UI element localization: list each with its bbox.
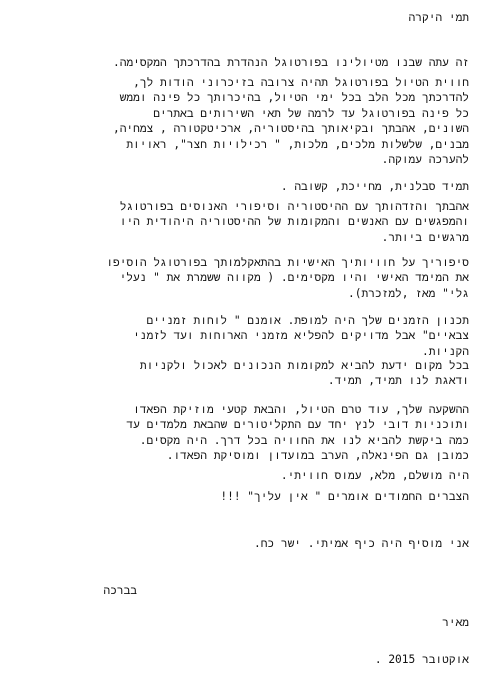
paragraph-line: מרגשים ביותר. — [381, 230, 469, 244]
paragraph-line: ותוכניות דובי לנץ יחד עם התקליטורים שהבאת מלמדים עד — [126, 418, 469, 432]
paragraph-line: כמה ביקשת להביא לנו את החוויה בכל דרך. היה מקסים. — [139, 433, 469, 447]
paragraph-line: כמובן גם הפינאלה, הערב במועדון ומוסיקת הפאדו. — [166, 449, 469, 463]
greeting-line: תמי היקרה — [408, 11, 469, 24]
paragraph-line: הצברים החמודים אומרים " אין עליך" !!! — [220, 490, 469, 503]
letter-date — [19, 652, 469, 667]
paragraph-line: תכנון הזמנים שלך היה למופת. אומנם " לוחות זמניים — [146, 314, 469, 327]
paragraph-line: מבנים, שלשלות מלכים, מלכות, " רכילויות חצר", ראויות — [126, 137, 469, 151]
paragraph-line: ההשקעה שלך, עוד טרם הטיול, והבאת קטעי מוזיקת הפאדו — [133, 403, 469, 416]
paragraph-line: להערכה עמוקה. — [381, 153, 469, 167]
paragraph-line: אני מוסיף היה כיף אמיתי. ישר כח. — [253, 537, 469, 550]
letter-closing — [17, 583, 137, 598]
letter-paragraph-10 — [19, 489, 469, 504]
letter-paragraph-6 — [19, 313, 469, 359]
paragraph-line: הקניות. — [421, 344, 469, 358]
letter-paragraph-5 — [19, 255, 469, 301]
paragraph-line: את המימד האישי והיו מקסימים. ( מקווה ששמרת את " נעלי — [119, 271, 469, 285]
paragraph-line: השונים, אהבתך ובקיאותך בהיסטוריה, ארכיטקטורה , צמחיה, — [112, 122, 469, 136]
paragraph-line: תמיד סבלנית, מחייכת, קשובה . — [280, 180, 469, 193]
paragraph-line: כל פינה בפורטוגל עד לרמה של תאי השירותים באתרים — [153, 106, 469, 120]
letter-paragraph-8 — [19, 402, 469, 464]
closing-line: בברכה — [103, 584, 137, 597]
signature-line: מאיר — [442, 616, 469, 629]
paragraph-line: גלי" מאז ,למזכרת). — [348, 286, 469, 300]
paragraph-line: חווית הטיול בפורטוגל תהיה צרובה בזיכרוני הודות לך, — [133, 76, 469, 89]
letter-paragraph-1 — [19, 55, 469, 70]
paragraph-line: צבאיים" אבל מדויקים להפליא מזמני הארוחות ועד לזמני — [133, 329, 469, 343]
paragraph-line: ודאגת לנו תמיד, תמיד. — [327, 374, 469, 388]
letter-paragraph-7 — [19, 358, 469, 389]
letter-paragraph-2 — [19, 75, 469, 167]
letter-paragraph-3 — [19, 179, 469, 194]
paragraph-line: סיפוריך על חוויותיך האישיות בהתאקלמותך בפורטוגל הוסיפו — [106, 256, 469, 269]
paragraph-line: בכל מקום ידעת להביא למקומות הנכונים לאכול ולקניות — [139, 359, 469, 372]
paragraph-line: להדרכתך מכל הלב בכל ימי הטיול, בהיכרותך כל פינה וממש — [119, 91, 469, 105]
paragraph-line: היה מושלם, מלא, עמוס חוויתי. — [280, 469, 469, 482]
letter-greeting — [19, 10, 469, 25]
letter-paragraph-4 — [19, 199, 469, 245]
paragraph-line: אהבתך והזדהותך עם ההיסטוריה וסיפורי האנוסים בפורטוגל — [119, 200, 469, 213]
letter-signature — [19, 615, 469, 630]
paragraph-line: זה עתה שבנו מטיולינו בפורטוגל הנהדרת בהדרכתך המקסימה. — [113, 56, 469, 69]
paragraph-line: והמפגשים עם האנשים והמקומות של ההיסטוריה היהודית היו — [119, 215, 469, 229]
letter-paragraph-11 — [19, 536, 469, 551]
date-line: אוקטובר 2015 . — [374, 653, 469, 666]
letter-paragraph-9 — [19, 468, 469, 483]
